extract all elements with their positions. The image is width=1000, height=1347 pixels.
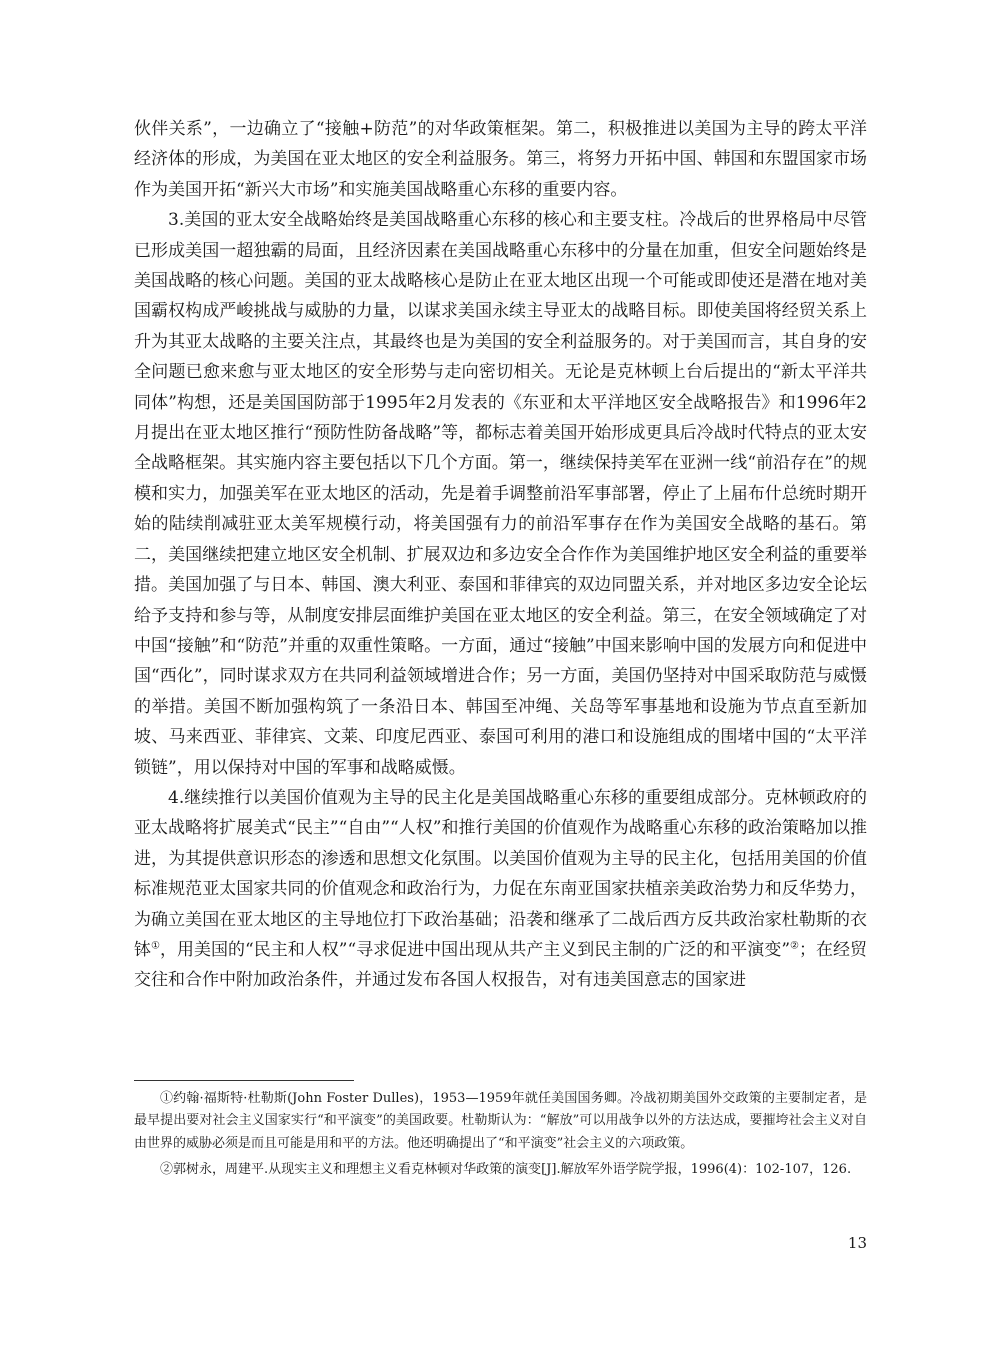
paragraph-continued: 伙伴关系”，一边确立了“接触+防范”的对华政策框架。第二，积极推进以美国为主导的跨太平洋经济体的形成，为美国在亚太地区的安全利益服务。第三，将努力开拓中国、韩国和东盟国家市场作为美国开拓“新兴大市场”和实施美国战略重心东移的重要内容。 [134, 119, 867, 200]
paragraph-text-part1: 4.继续推行以美国价值观为主导的民主化是美国战略重心东移的重要组成部分。克林顿政府的亚太战略将扩展美式“民主”“自由”“人权”和推行美国的价值观作为战略重心东移的政治策略加以推进，为其提供意识形态的渗透和思想文化氛围。以美国价值观为主导的民主化，包括用美国的价值标准规范亚太国家共同的价值观念和政治行为，力促在东南亚国家扶植亲美政治势力和反华势力，为确立美国在亚太地区的主导地位打下政治基础；沿袭和继承了二战后西方反共政治家杜勒斯的衣钵 [134, 787, 867, 960]
footnote-separator [134, 1080, 354, 1081]
footnote-2: ②郭树永，周建平.从现实主义和理想主义看克林顿对华政策的演变[J].解放军外语学院学报，1996(4)：102-107，126. [160, 1162, 852, 1178]
paragraph-democratization [134, 783, 867, 996]
page-number: 13 [847, 1234, 867, 1252]
footnote-ref-1: ① [151, 940, 160, 952]
footnotes [134, 1088, 867, 1186]
body-text [134, 114, 867, 996]
paragraph-security-strategy: 3.美国的亚太安全战略始终是美国战略重心东移的核心和主要支柱。冷战后的世界格局中尽管已形成美国一超独霸的局面，且经济因素在美国战略重心东移中的分量在加重，但安全问题始终是美国战略的核心问题。美国的亚太战略核心是防止在亚太地区出现一个可能或即使还是潜在地对美国霸权构成严峻挑战与威胁的力量，以谋求美国永续主导亚太的战略目标。即使美国将经贸关系上升为其亚太战略的主要关注点，其最终也是为美国的安全利益服务的。对于美国而言，其自身的安全问题已愈来愈与亚太地区的安全形势与走向密切相关。无论是克林顿上台后提出的“新太平洋共同体”构想，还是美国国防部于1995年2月发表的《东亚和太平洋地区安全战略报告》和1996年2月提出在亚太地区推行“预防性防备战略”等，都标志着美国开始形成更具后冷战时代特点的亚太安全战略框架。其实施内容主要包括以下几个方面。第一，继续保持美军在亚洲一线“前沿存在”的规模和实力，加强美军在亚太地区的活动，先是着手调整前沿军事部署，停止了上届布什总统时期开始的陆续削减驻亚太美军规模行动，将美国强有力的前沿军事存在作为美国安全战略的基石。第二，美国继续把建立地区安全机制、扩展双边和多边安全合作作为美国维护地区安全利益的重要举措。美国加强了与日本、韩国、澳大利亚、泰国和菲律宾的双边同盟关系，并对地区多边安全论坛给予支持和参与等，从制度安排层面维护美国在亚太地区的安全利益。第三，在安全领域确定了对中国“接触”和“防范”并重的双重性策略。一方面，通过“接触”中国来影响中国的发展方向和促进中国“西化”，同时谋求双方在共同利益领域增进合作；另一方面，美国仍坚持对中国采取防范与威慑的举措。美国不断加强构筑了一条沿日本、韩国至冲绳、关岛等军事基地和设施为节点直至新加坡、马来西亚、菲律宾、文莱、印度尼西亚、泰国可利用的港口和设施组成的围堵中国的“太平洋锁链”，用以保持对中国的军事和战略威慑。 [134, 210, 867, 778]
paragraph-text-part3: ；在经贸交往和合作中附加政治条件，并通过发布各国人权报告，对有违美国意志的国家进 [134, 939, 868, 991]
footnote-1: ①约翰·福斯特·杜勒斯(John Foster Dulles)，1953—1959年就任美国国务卿。冷战初期美国外交政策的主要制定者，是最早提出要对社会主义国家实行“和平演变”的美国政要。杜勒斯认为：“解放”可以用战争以外的方法达成，要摧垮社会主义对自由世界的威胁必须是而且可能是用和平的方法。他还明确提出了“和平演变”社会主义的六项政策。 [134, 1091, 867, 1151]
footnote-ref-2: ② [790, 940, 799, 952]
paragraph-text-part2: ，用美国的“民主和人权”“寻求促进中国出现从共产主义到民主制的广泛的和平演变” [160, 939, 791, 960]
